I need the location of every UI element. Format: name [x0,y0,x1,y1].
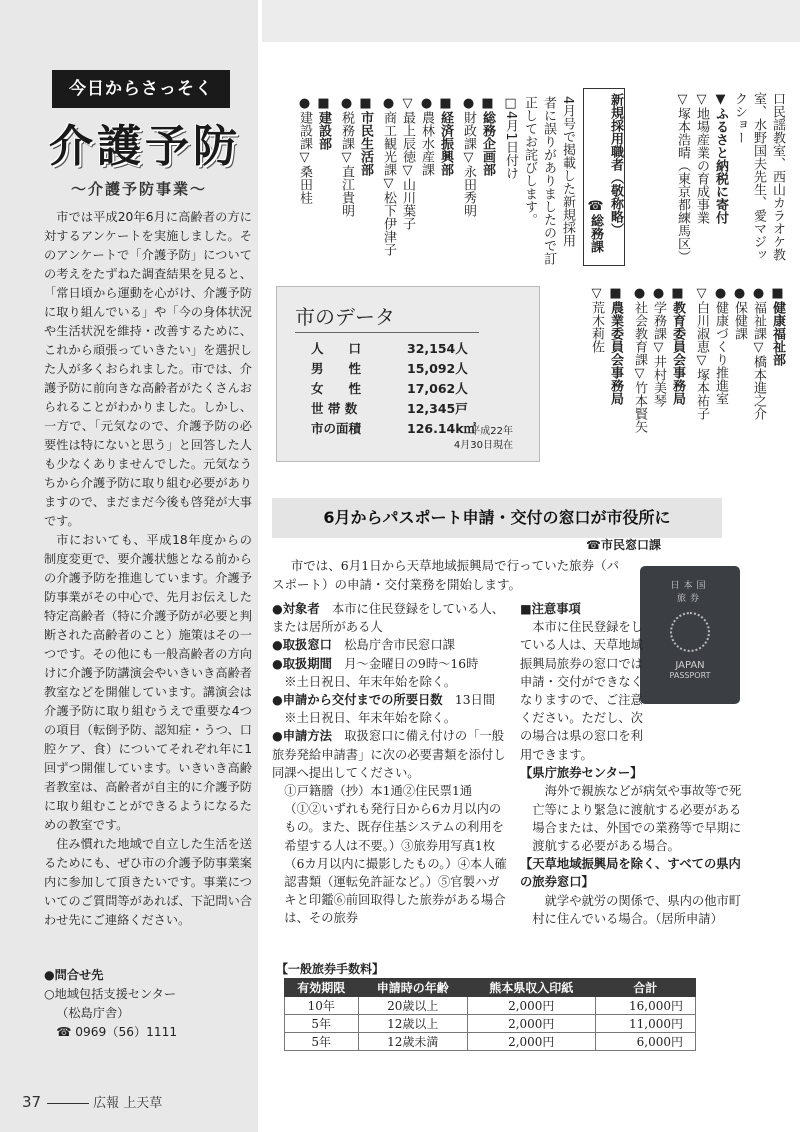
contact-org: ○地域包括支援センター [44,987,177,1001]
notice-box [583,88,625,266]
passport-cover-text: JAPAN [675,660,705,671]
table-cell: 10年 [285,997,359,1015]
vertical-line: ●健康づくり推進室 [713,286,728,405]
detail-heading: ●取扱期間 [272,655,332,671]
fee-table [284,978,696,1051]
data-value: 17,062人 [407,381,468,396]
article-paragraph: 市においても、平成18年度からの制度変更で、要介護状態となる前からの介護予防を推進しています。介護予防事業がその中心で、先月お伝えした特定高齢者（特に介護予防が必要と判断された高齢者のこと）施策はその一つです。その他にも一般高齢者の方向けに介護予防講演会やいきいき高齢者教室などを開催しています。講演会は介護予防に取り組むうえで重要な4つの項目（転倒予防、認知症・うつ、口腔ケア、食）についてそれぞれ年に1回ずつ開催しています。いきいき高齢者教室は、高齢者が自主的に介護予防に取り組むことができるようになるための教室です。 [44,533,252,832]
detail-heading: ●取扱窓口 [272,637,332,653]
table-header-row [285,979,696,997]
footer-rule [47,1103,89,1104]
top-band [262,0,800,42]
data-key: 女 性 [311,381,362,396]
passport-cover-text: 旅券 [676,594,703,604]
vertical-line: ●財政課▽永田秀明 [461,96,476,217]
table-row [285,1033,696,1051]
vertical-line: ●農林水産課 [419,96,434,176]
vertical-line: ▽塚本浩晴（東京都練馬区） [675,92,690,263]
vertical-line: ▽白川淑恵▽塚本祐子 [694,286,709,420]
fee-title: 【一般旅券手数料】 [276,962,385,976]
detail-text: 13日間 [454,693,496,708]
detail-item [272,727,508,782]
table-cell: 12歳未満 [358,1033,468,1051]
data-value: 32,154人 [407,341,468,356]
vertical-line: ▽荒木莉佐 [589,286,604,353]
vertical-line: ■総務企画部 [480,96,495,176]
city-data-box [276,286,540,462]
table-row [285,997,696,1015]
publication-name: 広報 上天草 [93,1096,163,1111]
detail-heading: ●申請方法 [272,728,332,744]
vertical-line: ▽地場産業の育成事業 [694,92,709,224]
vertical-line: ●商工観光課▽松下伊津子 [381,96,396,256]
vertical-line: ■市民生活部 [358,96,373,176]
detail-item [272,600,508,636]
detail-item [272,636,508,654]
notes-heading: ■注意事項 [520,601,581,616]
data-key: 市の面積 [311,421,362,436]
left-article [44,208,252,930]
table-header: 有効期限 [285,979,359,997]
notes-text: 本市に住民登録をしている人は、天草地域振興局旅券の窓口では申請・交付ができなくなりますので、ご注意ください。ただし、次の場合は県の窓口を利用できます。 [520,620,643,762]
table-cell: 2,000円 [468,997,596,1015]
vertical-line: 口民謡教室、西山カラオケ教 [770,92,785,261]
table-cell: 2,000円 [468,1015,596,1033]
contact-phone: ☎ 0969（56）1111 [56,1025,178,1039]
table-cell: 2,000円 [468,1033,596,1051]
article-paragraph: 市では平成20年6月に高齢者の方に対するアンケートを実施しました。そのアンケートで「介護予防」についての考えをたずねた調査結果を見ると、「常日頃から運動を心がけ、介護予防に取り組んでいる」や「今の身体状況や生活状況を維持・改善するために、これから頑張っていきたい」を選択した人が多くおられました。市では、介護予防に前向きな高齢者がたくさんおられることがわかりました。しかし、一方で、「元気なので、介護予防の必要性は特にないと思う」と回答した人も少なくありませんでした。元気なうちから介護予防に取り組む必要がありますので、まだまだ今後も啓発が大事です。 [44,210,252,528]
vertical-line: ■教育委員会事務局 [670,286,685,405]
vertical-line: ●税務課▽直江貴明 [339,96,354,217]
passport-cover-text: PASSPORT [669,671,711,680]
passport-details [272,600,508,928]
header-badge: 今日からさっそく [52,70,230,108]
notes-heading: 【県庁旅券センター】 [520,765,643,781]
data-row [311,359,521,379]
vertical-line: ●福祉課▽橋本進之介 [751,286,766,420]
detail-heading: ●対象者 [272,601,320,616]
data-value: 15,092人 [407,361,468,376]
table-header: 熊本県収入印紙 [468,979,596,997]
table-cell: 20歳以上 [358,997,468,1015]
passport-cover-text: 日本国 [670,581,710,591]
page-number: 37 [22,1093,42,1111]
table-header: 申請時の年齢 [358,979,468,997]
vertical-line: ●社会教育課▽竹本賢矢 [632,286,647,433]
vertical-line: ●保健課 [732,286,747,340]
data-value: 126.14k㎡ [407,421,477,436]
data-key: 世 帯 数 [311,401,358,416]
contact-title: ●問合せ先 [44,968,104,982]
data-key: 人 口 [311,341,362,356]
data-row [311,399,521,419]
table-cell: 11,000円 [595,1015,696,1033]
detail-text: 松島庁舎市民窓口課 [344,638,455,653]
passport-notes [520,600,752,928]
vertical-line: 者に誤りがありましたので訂 [541,96,556,265]
table-header: 合計 [595,979,696,997]
vertical-line: ▽最上辰徳▽山川葉子 [400,96,415,230]
notes-text: 海外で親族などが病気や事故等で死亡等により緊急に渡航する必要がある場合または、外国での業務等で早期に渡航する必要がある場合。 [532,784,742,854]
vertical-line: クショー [732,92,747,144]
vertical-line: ▼ふるさと納税に寄付 [713,92,728,224]
page-title: 介護予防 [49,121,241,172]
contact-place: （松島庁舎） [56,1006,130,1020]
vertical-line: ■農業委員会事務局 [608,286,623,405]
vertical-line: ■建設部 [316,96,331,150]
detail-item [272,691,508,709]
data-row [311,339,521,359]
detail-text: 月～金曜日の9時～16時 [344,656,479,671]
vertical-line: 4月号で掲載した新規採用 [560,96,575,248]
passport-headline: 6月からパスポート申請・交付の窓口が市役所に [272,498,722,538]
table-cell: 12歳以上 [358,1015,468,1033]
data-value: 12,345戸 [407,401,468,416]
detail-text: 取扱窓口に備え付けの「一般旅券発給申請書」に次の必要書類を添付し同課へ提出してください。 [272,729,506,780]
notes-text: 就学や就労の関係で、県内の他市町村に住んでいる場合。（居所申請） [532,893,742,926]
detail-note: ①戸籍謄（抄）本1通②住民票1通（①②いずれも発行日から6カ月以内のもの。また、既存住基システムの利用を希望する人は不要。）③旅券用写真1枚（6カ月以内に撮影したもの。）④本人確認書類（運転免許証など。）⑤官製ハガキと印鑑⑥前回取得した旅券がある場合は、その旅券 [284,784,507,926]
data-date-line: 4月30日現在 [453,440,513,451]
table-cell: 5年 [285,1033,359,1051]
notes-heading: 【天草地域振興局を除く、すべての県内の旅券窓口】 [520,856,741,890]
contact-info [44,966,252,1042]
article-paragraph: 住み慣れた地域で自立した生活を送るためにも、ぜひ市の介護予防事業案内に参加して頂きたいです。事業についてのご質問等があれば、下記問い合わせ先にご連絡ください。 [44,837,252,927]
vertical-line: ■経済振興部 [438,96,453,176]
data-date [454,425,513,453]
city-data-title: 市のデータ [295,301,479,333]
vertical-line: □4月1日付け [503,96,518,180]
data-key: 男 性 [311,361,362,376]
passport-intro: 市では、6月1日から天草地域振興局で行っていた旅券（パスポート）の申請・交付業務を開始します。 [272,558,620,592]
page-subtitle: ～介護予防事業～ [70,180,207,198]
vertical-line: ■健康福祉部 [770,286,785,366]
notice-dept: ☎総務課 [588,199,603,253]
table-cell: 6,000円 [595,1033,696,1051]
detail-item [272,655,508,673]
data-date-line: 平成22年 [470,426,513,437]
notice-title: 新規採用職者（敬称略） [608,93,623,236]
vertical-line: ●学務課▽井村美琴 [651,286,666,407]
page-footer [22,1092,162,1111]
table-cell: 16,000円 [595,997,696,1015]
detail-note: ※土日祝日、年末年始を除く。 [284,711,457,726]
data-row [311,379,521,399]
detail-note: ※土日祝日、年末年始を除く。 [284,674,457,689]
vertical-line: ●建設課▽桑田桂 [297,96,312,204]
detail-text: 本市に住民登録をしている人、または居所がある人 [272,602,505,635]
table-cell: 5年 [285,1015,359,1033]
detail-heading: ●申請から交付までの所要日数 [272,692,443,708]
table-row [285,1015,696,1033]
vertical-line: 室、水野国夫先生、愛マジッ [751,92,766,261]
passport-dept: ☎市民窓口課 [586,538,661,552]
vertical-line: 正してお詫びします。 [522,96,537,226]
